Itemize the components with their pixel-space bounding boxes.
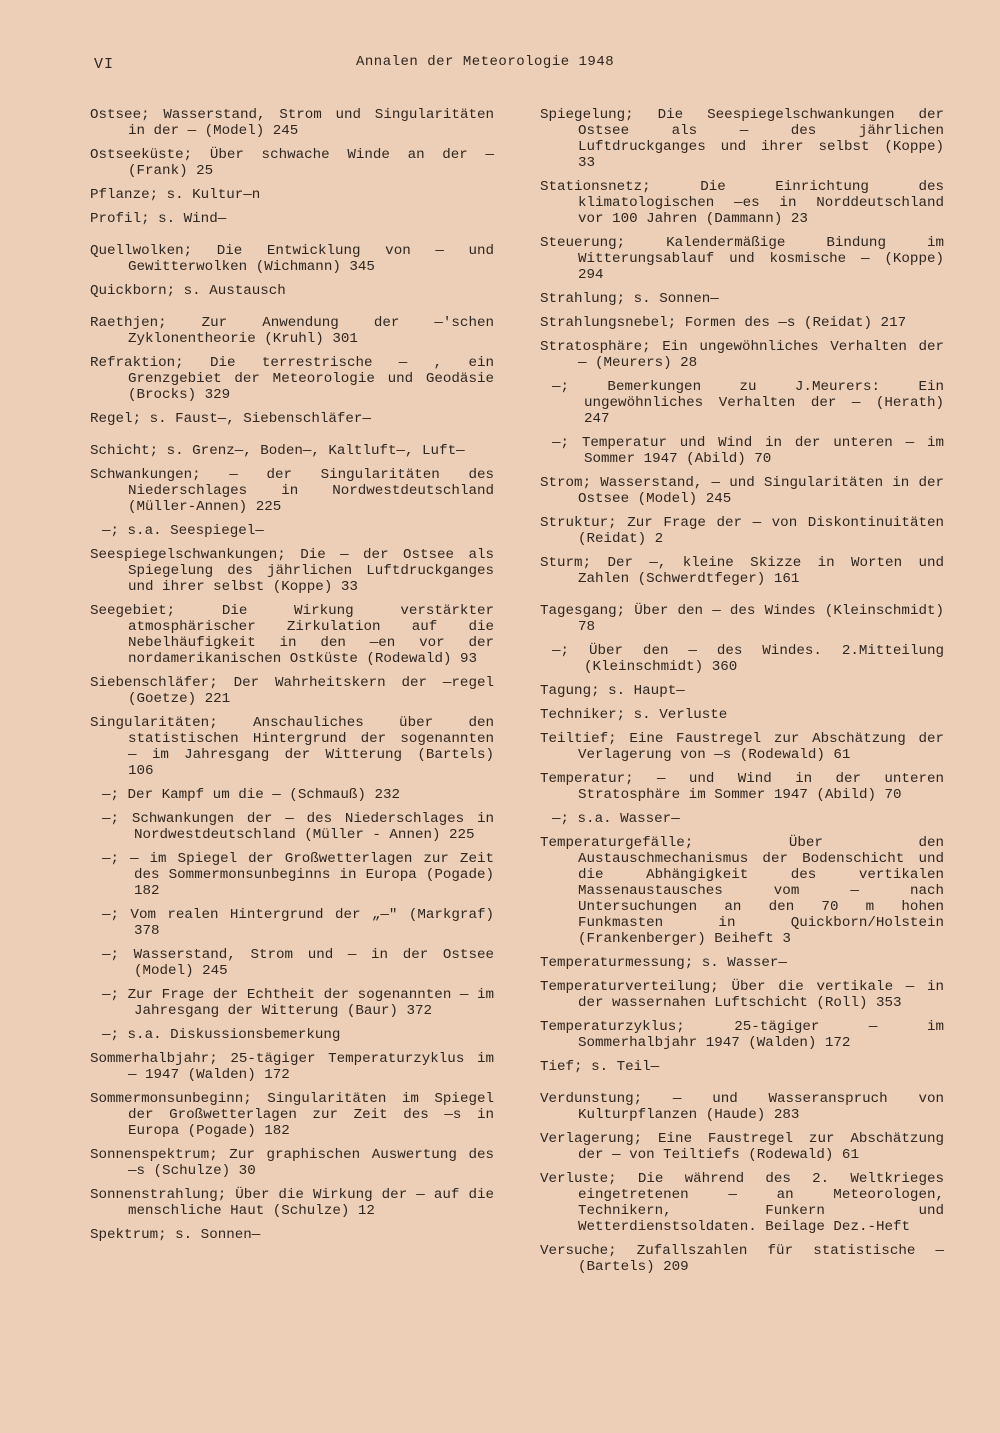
index-entry: —; Schwankungen der — des Niederschlages in Nordwestdeutschland (Müller - Annen) 225 xyxy=(102,811,494,843)
index-column-left xyxy=(90,107,494,1251)
index-entry: Spiegelung; Die Seespiegelschwankungen der Ostsee als — des jährlichen Luftdruckganges und ihrer selbst (Koppe) 33 xyxy=(540,107,944,171)
index-entry: Strahlungsnebel; Formen des —s (Reidat) 217 xyxy=(540,315,907,331)
index-entry: Verluste; Die während des 2. Weltkrieges eingetretenen — an Meteorologen, Technikern, Funkern und Wetterdienstsoldaten. Beilage Dez.-Heft xyxy=(540,1171,944,1235)
index-entry: Tagung; s. Haupt— xyxy=(540,683,685,699)
index-column-right xyxy=(540,107,944,1283)
index-entry: —; Temperatur und Wind in der unteren — im Sommer 1947 (Abild) 70 xyxy=(552,435,944,467)
index-entry: —; s.a. Wasser— xyxy=(552,811,680,827)
index-entry: Techniker; s. Verluste xyxy=(540,707,728,723)
index-entry: Seegebiet; Die Wirkung verstärkter atmosphärischer Zirkulation auf die Nebelhäufigkeit in den —en vor der nordamerikanischen Ostküste (Rodewald) 93 xyxy=(90,603,494,667)
index-entry: Teiltief; Eine Faustregel zur Abschätzung der Verlagerung von —s (Rodewald) 61 xyxy=(540,731,944,763)
index-entry: —; Wasserstand, Strom und — in der Ostsee (Model) 245 xyxy=(102,947,494,979)
index-entry: Steuerung; Kalendermäßige Bindung im Witterungsablauf und kosmische — (Koppe) 294 xyxy=(540,235,944,283)
page-number: VI xyxy=(94,56,115,73)
index-entry: Stratosphäre; Ein ungewöhnliches Verhalten der — (Meurers) 28 xyxy=(540,339,944,371)
index-entry: Temperaturgefälle; Über den Austauschmechanismus der Bodenschicht und die Abhängigkeit des vertikalen Massenaustausches vom — nach Untersuchungen an den 70 m hohen Funkmasten in Quickborn/Holstein (Frankenberger) Beiheft 3 xyxy=(540,835,944,947)
index-entry: Sturm; Der —, kleine Skizze in Worten und Zahlen (Schwerdtfeger) 161 xyxy=(540,555,944,587)
index-entry: Pflanze; s. Kultur—n xyxy=(90,187,261,203)
index-entry: —; Der Kampf um die — (Schmauß) 232 xyxy=(102,787,400,803)
index-entry: Temperaturzyklus; 25-tägiger — im Sommerhalbjahr 1947 (Walden) 172 xyxy=(540,1019,944,1051)
index-entry: Seespiegelschwankungen; Die — der Ostsee als Spiegelung des jährlichen Luftdruckganges und ihrer selbst (Koppe) 33 xyxy=(90,547,494,595)
index-entry: Tief; s. Teil— xyxy=(540,1059,660,1075)
index-entry: Siebenschläfer; Der Wahrheitskern der —regel (Goetze) 221 xyxy=(90,675,494,707)
index-entry: Versuche; Zufallszahlen für statistische — (Bartels) 209 xyxy=(540,1243,944,1275)
index-entry: Sommermonsunbeginn; Singularitäten im Spiegel der Großwetterlagen zur Zeit des —s in Europa (Pogade) 182 xyxy=(90,1091,494,1139)
index-entry: Raethjen; Zur Anwendung der —'schen Zyklonentheorie (Kruhl) 301 xyxy=(90,315,494,347)
index-entry: Sonnenstrahlung; Über die Wirkung der — auf die menschliche Haut (Schulze) 12 xyxy=(90,1187,494,1219)
index-entry: —; Zur Frage der Echtheit der sogenannten — im Jahresgang der Witterung (Baur) 372 xyxy=(102,987,494,1019)
index-entry: —; Vom realen Hintergrund der „—" (Markgraf) 378 xyxy=(102,907,494,939)
index-entry: Temperatur; — und Wind in der unteren Stratosphäre im Sommer 1947 (Abild) 70 xyxy=(540,771,944,803)
index-entry: Strom; Wasserstand, — und Singularitäten in der Ostsee (Model) 245 xyxy=(540,475,944,507)
index-entry: Profil; s. Wind— xyxy=(90,211,227,227)
index-entry: Singularitäten; Anschauliches über den statistischen Hintergrund der sogenannten — im Jahresgang der Witterung (Bartels) 106 xyxy=(90,715,494,779)
index-entry: Struktur; Zur Frage der — von Diskontinuitäten (Reidat) 2 xyxy=(540,515,944,547)
index-entry: —; Bemerkungen zu J.Meurers: Ein ungewöhnliches Verhalten der — (Herath) 247 xyxy=(552,379,944,427)
index-entry: Tagesgang; Über den — des Windes (Kleinschmidt) 78 xyxy=(540,603,944,635)
index-entry: Refraktion; Die terrestrische — , ein Grenzgebiet der Meteorologie und Geodäsie (Brocks) 329 xyxy=(90,355,494,403)
index-entry: —; s.a. Diskussionsbemerkung xyxy=(102,1027,341,1043)
index-entry: Stationsnetz; Die Einrichtung des klimatologischen —es in Norddeutschland vor 100 Jahren (Dammann) 23 xyxy=(540,179,944,227)
index-entry: —; s.a. Seespiegel— xyxy=(102,523,264,539)
index-entry: Verlagerung; Eine Faustregel zur Abschätzung der — von Teiltiefs (Rodewald) 61 xyxy=(540,1131,944,1163)
index-entry: Temperaturmessung; s. Wasser— xyxy=(540,955,787,971)
running-title: Annalen der Meteorologie 1948 xyxy=(356,54,615,70)
index-entry: Ostsee; Wasserstand, Strom und Singularitäten in der — (Model) 245 xyxy=(90,107,494,139)
index-entry: Quellwolken; Die Entwicklung von — und Gewitterwolken (Wichmann) 345 xyxy=(90,243,494,275)
index-entry: Schicht; s. Grenz—, Boden—, Kaltluft—, Luft— xyxy=(90,443,465,459)
index-entry: Ostseeküste; Über schwache Winde an der — (Frank) 25 xyxy=(90,147,494,179)
index-entry: —; — im Spiegel der Großwetterlagen zur Zeit des Sommermonsunbeginns in Europa (Pogade) 182 xyxy=(102,851,494,899)
index-entry: —; Über den — des Windes. 2.Mitteilung (Kleinschmidt) 360 xyxy=(552,643,944,675)
index-entry: Strahlung; s. Sonnen— xyxy=(540,291,719,307)
index-entry: Spektrum; s. Sonnen— xyxy=(90,1227,261,1243)
index-entry: Temperaturverteilung; Über die vertikale — in der wassernahen Luftschicht (Roll) 353 xyxy=(540,979,944,1011)
index-entry: Regel; s. Faust—, Siebenschläfer— xyxy=(90,411,371,427)
index-entry: Verdunstung; — und Wasseranspruch von Kulturpflanzen (Haude) 283 xyxy=(540,1091,944,1123)
index-entry: Sonnenspektrum; Zur graphischen Auswertung des —s (Schulze) 30 xyxy=(90,1147,494,1179)
index-entry: Sommerhalbjahr; 25-tägiger Temperaturzyklus im — 1947 (Walden) 172 xyxy=(90,1051,494,1083)
index-entry: Quickborn; s. Austausch xyxy=(90,283,286,299)
index-entry: Schwankungen; — der Singularitäten des Niederschlages in Nordwestdeutschland (Müller-Annen) 225 xyxy=(90,467,494,515)
